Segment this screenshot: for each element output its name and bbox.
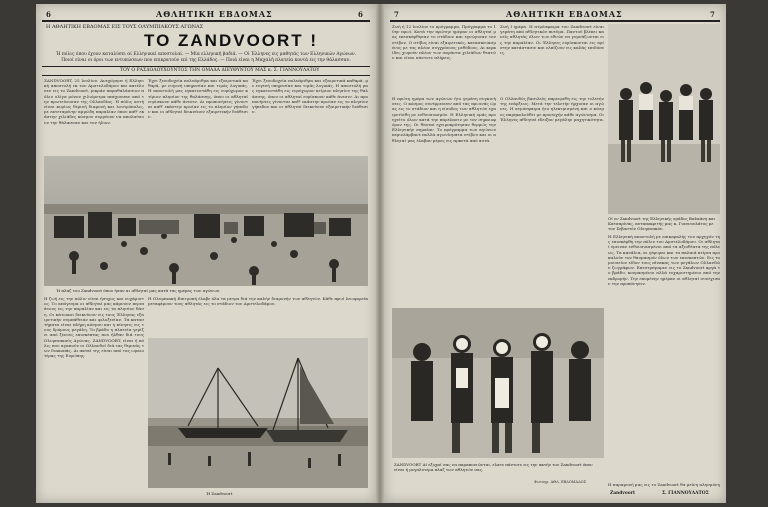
- photo-caption: Ή Zandvoort: [206, 491, 233, 496]
- page-number: 7: [394, 10, 399, 19]
- beach-photo: [44, 156, 368, 286]
- harbor-photo: [148, 338, 368, 488]
- deck-line: Ποιοί είναι οι όροι των εντυπώσεων που επικρατούν επί της Ελλάδος. — Ποιά είναι η Μαχαλή πλατεία κοντά εις την θάλασσαν.: [61, 58, 351, 63]
- left-page: [36, 4, 376, 503]
- signature-place: Zandvoort: [610, 491, 636, 496]
- harbor-photo-image: [148, 338, 368, 488]
- rule: [42, 75, 370, 76]
- group-photo: [608, 24, 720, 214]
- article-column: Η παραμονή μας εις το Zandvoort θα μείνη αλησμόνη: [608, 482, 720, 487]
- header-rule: [390, 20, 720, 22]
- page-number: 6: [358, 10, 363, 19]
- rule: [42, 66, 370, 67]
- article-column: Ο Ολλανδός βασιλεύς παρευρέθη εις την τελετήν της ενάρξεως. Μετά την τελετήν ήρχισαν οι αγώνες. Η ατμόσφαιρα ήτο ηλεκτρισμένη και ο κόσμος παρηκολούθει με προσοχήν κάθε αγώνισμα. Οι Έλληνες αθληταί έδειξαν μεγάλην μαχητικότητα.: [500, 96, 604, 122]
- team-photo: [392, 308, 604, 458]
- article-column: Η πρώτη ημέρα των αγώνων ήτο γεμάτη συγκινήσεις. Ο κόσμος συνέρρευσεν από τας πρωινάς ώρας εις το στάδιον και η είσοδος των αθλητών εχαιρετίσθη με ενθουσιασμόν. Η Ελληνική ομάς προηγείτο όλων κατά την παρέλασιν με τον σημαιοφόρον της. Οι θεαταί εχειροκρότησαν θερμώς την Ελληνικήν σημαίαν. Το πρόγραμμα των αγώνων περιελάμβανε πολλά αγωνίσματα στίβου και οι αθληταί μας έλαβαν μέρος εις αρκετά από αυτά.: [392, 96, 496, 143]
- headline: ΤΟ ZANDVOORT !: [144, 31, 319, 50]
- right-page: [384, 4, 726, 503]
- photo-credit: Φωτογρ. ΑΘΛ. ΕΒΔΟΜΑΔΟΣ: [534, 480, 587, 484]
- article-column: Έχει ξενοδοχεία πολυάριθμα και εξαιρετικά καθαρά, με ευγενή υπηρεσίαν και τιμάς λογικάς. Η αποστολή μας εγκατεστάθη εις ευρύχωρον κτίριον πλησίον της θαλάσσης, όπου οι αθληταί ευρίσκουν κάθε άνεσιν. Αι προπονήσεις γίνονται καθ' εκάστην πρωίαν εις το πλησίον γήπεδον και οι αθληταί δεικνύουν εξαιρετικήν διάθεσιν.: [252, 78, 368, 115]
- photo-caption: Ή πλαζ του Zandvoort όπου ήσαν αι αθληταί μας κατά τας ημέρας των αγώνων.: [56, 288, 221, 293]
- section-line: Η ΑΘΛΗΤΙΚΗ ΕΒΔΟΜΑΣ ΕΙΣ ΤΟΥΣ ΟΛΥΜΠΙΑΚΟΥΣ ΑΓΩΝΑΣ: [46, 24, 204, 30]
- deck-line: Ή πόλις όπου έχουν καταλύσει αί Ελληνικαί αποστολαί. — Μία ελληνική βαδιά. — Οί Έλληνες εις μαθητάς των Ελληνικών Αγώνων.: [55, 52, 357, 57]
- article-column: Ζωή Ι ημέρα. Η ατμόσφαιρα του Zandvoort είναι γεμάτη από αθλητικόν πνεύμα. Παντού βλέπει κανείς αθλητάς όλων των εθνών να γυμνάζωνται εις την παραλίαν. Οι Έλληνες ευρίσκονται εις αρίστην κατάστασιν και ελπίζουν εις καλάς επιδόσεις.: [500, 24, 604, 56]
- group-photo-image: [608, 24, 720, 214]
- article-column: Ζωή ή 12 Ιουλίου το πρόγραμμα, Πρόγραμμα το 10ην πρωί. Κατά την πρώτην ημέραν οι αθληταί μας επεσκέφθησαν το στάδιον και εγνώρισαν τον στίβον. Ο στίβος είναι εξαιρετικός, κατασκευασμένος με τας πλέον συγχρόνους μεθόδους. Αι κερκίδες χωρούν πλέον των σαράντα χιλιάδων θεατών και είναι πάντοτε πλήρεις.: [392, 24, 496, 61]
- article-column: Η Ελληνική αποστολή με επικεφαλής τον αρχηγόν της επισκέφθη την πόλιν του Αμστελοδάμου. Οι αθληταί έμειναν ενθουσιασμένοι από τα αξιοθέατα της πόλεως. Τα κανάλια, αι γέφυραι και τα παλαιά κτίρια προκαλούν τον θαυμασμόν όλων των επισκεπτών. Εις το μουσείον είδον τους πίνακας των μεγάλων Ολλανδών ζωγράφων. Επεστρέψαμεν εις το Zandvoort αργά το βράδυ, κουρασμένοι αλλά ευχαριστημένοι από την εκδρομήν. Την επομένην ημέραν οι αθληταί συνέχισαν την προπόνησιν.: [608, 234, 720, 286]
- signature-author: Σ. ΓΙΑΝΝΟΥΛΑΤΟΣ: [662, 491, 709, 496]
- running-head: ΑΘΛΗΤΙΚΗ ΕΒΔΟΜΑΣ: [506, 9, 623, 19]
- team-photo-image: [392, 308, 604, 458]
- photo-caption: Οί εν Zandvoort της Ελληνικής ομάδος Βαλκάνη και Κατσαρίνας, ανταποκριτής μας κ. Γιαννουλάτος με τον Σεβαστόν Ολυμπιακόν.: [608, 216, 716, 231]
- page-number: 7: [710, 10, 715, 19]
- running-head: ΑΘΛΗΤΙΚΗ ΕΒΔΟΜΑΣ: [156, 9, 273, 19]
- article-column: Έχει ξενοδοχεία πολυάριθμα και εξαιρετικά καθαρά, με ευγενή υπηρεσίαν και τιμάς λογικάς. Η αποστολή μας εγκατεστάθη εις ευρύχωρον κτίριον πλησίον της θαλάσσης, όπου οι αθληταί ευρίσκουν κάθε άνεσιν. Αι προπονήσεις γίνονται καθ' εκάστην πρωίαν εις το πλησίον γήπεδον και οι αθληταί δεικνύουν εξαιρετικήν διάθεσιν.: [148, 78, 248, 120]
- article-column: ZANDVOORT, 25 Ιουλίου. Ανεχώρησε ή Ελληνική αποστολή εκ του Αμστελοδάμου και κατέλυσεν εις το Zandvoort, μικράν παραθαλάσσιον πόλιν ολίγα μόνον χιλιόμετρα απέχουσαν από την πρωτεύουσαν της Ολλανδίας. Η πόλις αυτή είναι κυρίως θερινή διαμονή και λουτρόπολις, με εκτεταμένην αμμώδη παραλίαν όπου καθ' εκάστην χιλιάδες κόσμου συρρέουν να απολαύσουν την θάλασσαν και τον ήλιον.: [44, 78, 144, 125]
- book-gutter: [376, 4, 384, 503]
- byline: ΤΟΥ Ο ΡΑΣΔΟΛΟΥΧΟΥΝΤΟΣ ΤΗΝ ΟΜΑΔΑ ΔΙΕΥΘΥΝΤΟΥ ΜΑΣ κ. Σ. ΓΙΑΝΝΟΥΛΑΤΟΥ: [120, 68, 320, 73]
- beach-photo-image: [44, 156, 368, 286]
- article-column: Η Ολυμπιακή Επιτροπή έλαβε όλα τα μέτρα διά την καλήν διαμονήν των αθλητών. Κάθε πρωί λεωφορεία μεταφέρουν τους αθλητάς εις το στάδιον του Αμστελοδάμου.: [148, 296, 368, 307]
- article-column: Η ζωή εις την πόλιν είναι ήσυχος και ευχάριστος. Το απόγευμα οι αθληταί μας κάμνουν περιπάτους εις την παραλίαν και εις τα πλησίον δάση. Οι κάτοικοι δεικνύουν εις τους Έλληνας εξαιρετικήν συμπάθειαν και φιλοξενίαν. Τα καταστήματα είναι πλήρη κόσμου και η κίνησις εις τους δρόμους μεγάλη. Το βράδυ η πλατεία γεμίζει από ξένους επισκέπτας που ήλθαν διά τους Ολυμπιακούς Αγώνας. ZANDVOORT, είναι ή πόλις που αγαπούν οι Ολλανδοί διά τας θερινάς των διακοπάς. Αι ακταί της είναι από τας ωραιοτέρας της Ευρώπης.: [44, 296, 144, 359]
- photo-caption: ZANDVOORT Αί εξοχαί σας να παραπονιώνται, ελατε πάντοτε εις την ακτήν του Zandvoort όπου είναι ή μεγαλυτέρα πλαζ των αθλητών σας.: [394, 462, 593, 472]
- page-number: 6: [46, 10, 51, 19]
- deck: [46, 52, 366, 64]
- header-rule: [42, 20, 370, 22]
